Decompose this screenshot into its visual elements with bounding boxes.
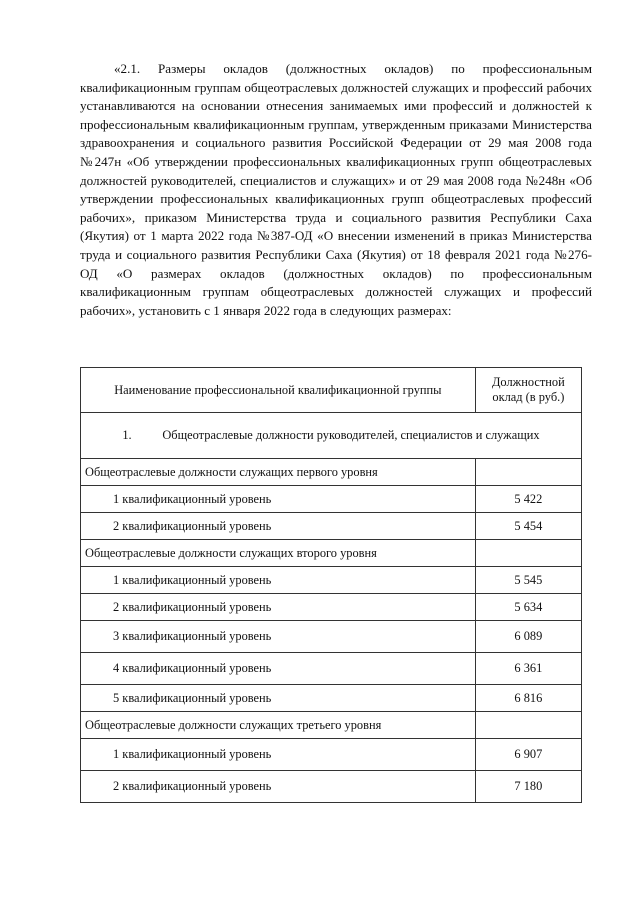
level-name: 1 квалификационный уровень (81, 567, 476, 594)
level-name: 5 квалификационный уровень (81, 685, 476, 712)
level-value: 6 907 (475, 739, 581, 771)
header-salary: Должностной оклад (в руб.) (475, 368, 581, 413)
group-title: Общеотраслевые должности служащих первого уровня (81, 459, 476, 486)
level-row (81, 486, 582, 513)
group-row (81, 459, 582, 486)
header-group-name: Наименование профессиональной квалификационной группы (81, 368, 476, 413)
level-value: 6 089 (475, 621, 581, 653)
group-title: Общеотраслевые должности служащих второго уровня (81, 540, 476, 567)
level-value: 6 361 (475, 653, 581, 685)
level-value: 5 454 (475, 513, 581, 540)
level-value: 5 545 (475, 567, 581, 594)
level-name: 2 квалификационный уровень (81, 594, 476, 621)
intro-paragraph: «2.1. Размеры окладов (должностных окладов) по профессиональным квалификационным группам общеотраслевых должностей служащих и профессий рабочих устанавливаются на основании отнесения занимаемых ими профессий и должностей к профессиональным квалификационным группам, утвержденным приказами Министерства здравоохранения и социального развития Российской Федерации от 29 мая 2008 года №247н «Об утверждении профессиональных квалификационных групп общеотраслевых должностей руководителей, специалистов и служащих» и от 29 мая 2008 года №248н «Об утверждении профессиональных квалификационных групп общеотраслевых профессий рабочих», приказом Министерства труда и социального развития Республики Саха (Якутия) от 1 марта 2022 года №387-ОД «О внесении изменений в приказ Министерства труда и социального развития Республики Саха (Якутия) от 18 февраля 2021 года №276-ОД «О размерах окладов (должностных окладов) по профессиональным квалификационным группам общеотраслевых должностей служащих и профессий рабочих», установить с 1 января 2022 года в следующих размерах: (80, 61, 592, 318)
section-cell (81, 413, 582, 459)
level-row (81, 621, 582, 653)
level-name: 4 квалификационный уровень (81, 653, 476, 685)
section-number: 1. (122, 428, 132, 442)
level-row (81, 739, 582, 771)
group-row (81, 712, 582, 739)
level-row (81, 771, 582, 803)
group-value-empty (475, 540, 581, 567)
level-name: 2 квалификационный уровень (81, 513, 476, 540)
level-value: 5 422 (475, 486, 581, 513)
group-title: Общеотраслевые должности служащих третьего уровня (81, 712, 476, 739)
table-header-row (81, 368, 582, 413)
group-value-empty (475, 459, 581, 486)
level-row (81, 594, 582, 621)
section-title: Общеотраслевые должности руководителей, специалистов и служащих (162, 428, 540, 442)
level-name: 2 квалификационный уровень (81, 771, 476, 803)
level-name: 1 квалификационный уровень (81, 486, 476, 513)
level-row (81, 685, 582, 712)
level-name: 3 квалификационный уровень (81, 621, 476, 653)
level-value: 7 180 (475, 771, 581, 803)
group-row (81, 540, 582, 567)
salary-table (80, 367, 582, 803)
level-name: 1 квалификационный уровень (81, 739, 476, 771)
level-row (81, 653, 582, 685)
section-row (81, 413, 582, 459)
group-value-empty (475, 712, 581, 739)
level-row (81, 513, 582, 540)
level-row (81, 567, 582, 594)
level-value: 6 816 (475, 685, 581, 712)
level-value: 5 634 (475, 594, 581, 621)
